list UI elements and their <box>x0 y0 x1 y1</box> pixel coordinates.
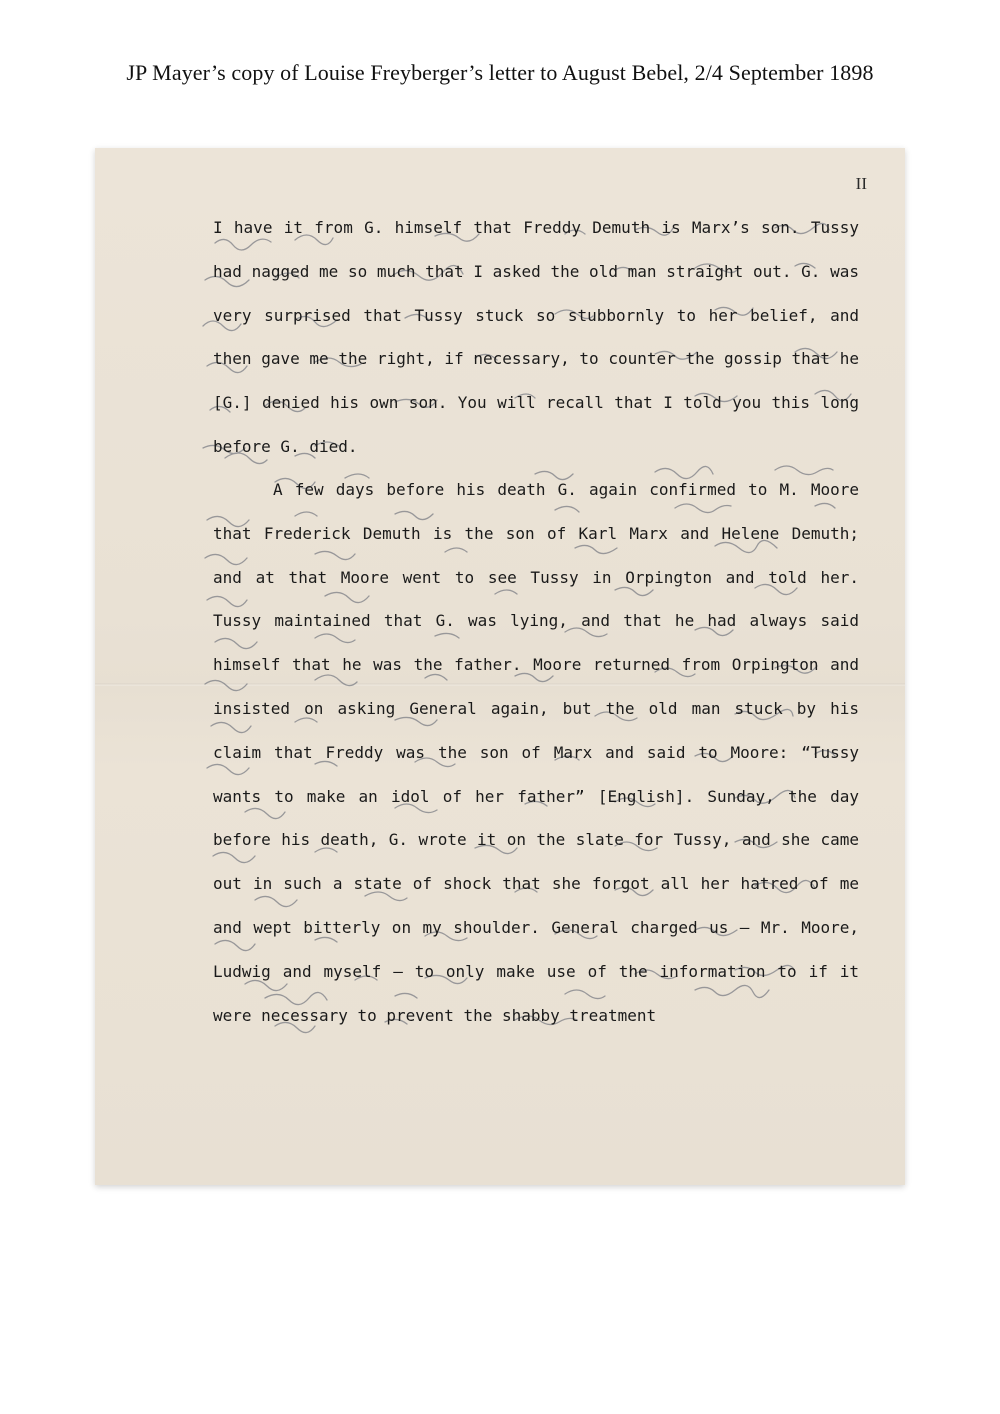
letter-sheet <box>95 148 905 1185</box>
typed-paragraph-2: A few days before his death G. again confirmed to M. Moore that Frederick Demuth is the son of Karl Marx and Helene Demuth; and at that Moore went to see Tussy in Orpington and told her. Tussy maintained that G. was lying, and that he had always said himself that he was the father. Moore returned from Orpington and insisted on asking General again, but the old man stuck by his claim that Freddy was the son of Marx and said to Moore: “Tussy wants to make an idol of her father” [English]. Sunday, the day before his death, G. wrote it on the slate for Tussy, and she came out in such a state of shock that she forgot all her hatred of me and wept bitterly on my shoulder. General charged us – Mr. Moore, Ludwig and myself – to only make use of the information to if it were necessary to prevent the shabby treatment <box>213 480 859 1025</box>
page-number: II <box>855 174 867 193</box>
document-title: JP Mayer’s copy of Louise Freyberger’s letter to August Bebel, 2/4 September 1898 <box>126 60 874 85</box>
typed-paragraph-1: I have it from G. himself that Freddy Demuth is Marx’s son. Tussy had nagged me so much that I asked the old man straight out. G. was very surprised that Tussy stuck so stubbornly to her belief, and then gave me the right, if necessary, to counter the gossip that he [G.] denied his own son. You will recall that I told you this long before G. died. <box>213 218 859 456</box>
